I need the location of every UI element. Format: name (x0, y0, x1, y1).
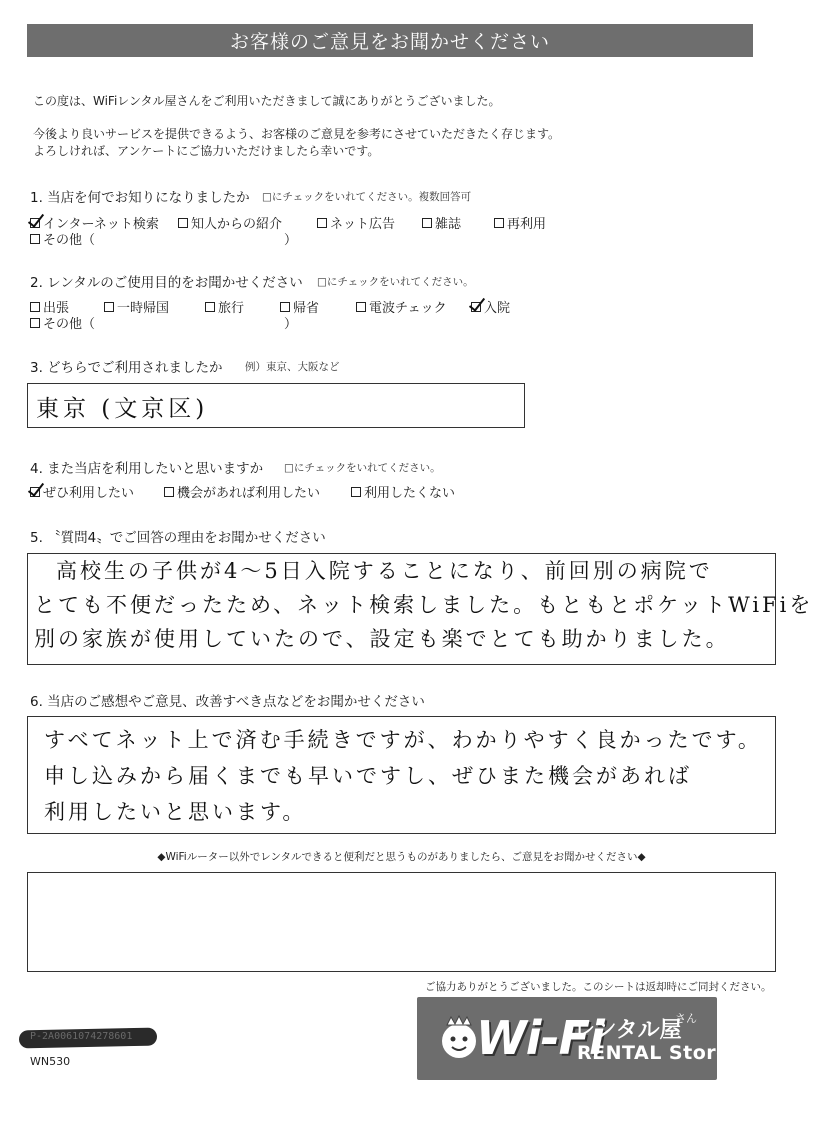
intro-line-1: この度は、WiFiレンタル屋さんをご利用いただきまして誠にありがとうございました。 (33, 94, 501, 108)
q1-title: 1. 当店を何でお知りになりましたか (30, 190, 250, 206)
q2-other-close: ） (284, 317, 298, 332)
q2-option-return-home[interactable] (104, 297, 169, 316)
checkbox-icon[interactable] (104, 302, 114, 312)
option-label: 機会があれば利用したい (177, 486, 321, 501)
q1-option-magazine[interactable] (422, 213, 461, 232)
checkbox-icon[interactable] (164, 487, 174, 497)
q6-answer-line-3: 利用したいと思います。 (44, 800, 307, 824)
q2-hint: □にチェックをいれてください。 (317, 276, 474, 288)
q5-answer-line-1: 高校生の子供が4～5日入院することになり、前回別の病院で (56, 559, 713, 583)
q2-option-travel[interactable] (205, 297, 244, 316)
logo-store-text: RENTAL Store (577, 1042, 730, 1064)
checkbox-icon[interactable] (30, 234, 40, 244)
logo-san-text: さん (675, 1012, 697, 1025)
q1-other-close: ） (284, 233, 298, 248)
option-label: ネット広告 (330, 217, 396, 232)
q5-answer-line-2: とても不便だったため、ネット検索しました。もともとポケットWiFiを (34, 593, 814, 617)
q5-answer-box[interactable] (27, 553, 814, 665)
redacted-serial-text: P-2A0061074278601 (30, 1031, 133, 1042)
option-label: 入院 (484, 301, 511, 316)
option-label: 帰省 (293, 301, 320, 316)
checkbox-icon[interactable] (356, 302, 366, 312)
model-number: WN530 (30, 1055, 71, 1068)
checkbox-checked-icon[interactable] (30, 218, 40, 228)
option-label: その他（ (43, 233, 96, 248)
q1-option-other[interactable] (30, 229, 95, 248)
logo-rental-text: レンタル屋 (573, 1018, 682, 1043)
checkbox-icon[interactable] (351, 487, 361, 497)
option-label: その他（ (43, 317, 96, 332)
checkbox-checked-icon[interactable] (471, 302, 481, 312)
q1-option-referral[interactable] (178, 213, 282, 232)
checkbox-icon[interactable] (205, 302, 215, 312)
checkbox-icon[interactable] (30, 302, 40, 312)
option-label: 旅行 (218, 301, 245, 316)
q5-answer-line-3: 別の家族が使用していたので、設定も楽でとても助かりました。 (34, 627, 730, 651)
logo-wifi-text: Wi-Fi (476, 1011, 604, 1065)
q2-title: 2. レンタルのご使用目的をお聞かせください (30, 275, 303, 291)
option-label: 出張 (43, 301, 70, 316)
q1-option-reuse[interactable] (494, 213, 546, 232)
option-label: 雑誌 (435, 217, 462, 232)
mascot-icon (437, 1015, 481, 1061)
intro-line-3: よろしければ、アンケートにご協力いただけましたら幸いです。 (33, 144, 380, 158)
q3-answer: 東京 (文京区) (36, 396, 209, 422)
form-title-bar (27, 24, 753, 57)
option-label: 知人からの紹介 (191, 217, 283, 232)
q6-answer-line-2: 申し込みから届くまでも早いですし、ぜひまた機会があれば (44, 764, 692, 788)
checkbox-icon[interactable] (317, 218, 327, 228)
q7-title: ◆WiFiルーター以外でレンタルできると便利だと思うものがありましたら、ご意見をお聞かせください◆ (157, 851, 646, 863)
checkbox-icon[interactable] (178, 218, 188, 228)
q4-option-definitely[interactable] (30, 482, 134, 501)
checkbox-icon[interactable] (30, 318, 40, 328)
q4-hint: □にチェックをいれてください。 (284, 462, 441, 474)
q6-answer-line-1: すべてネット上で済む手続きですが、わかりやすく良かったです。 (44, 728, 762, 752)
checkbox-icon[interactable] (280, 302, 290, 312)
option-label: 再利用 (507, 217, 547, 232)
q1-option-net-ad[interactable] (317, 213, 395, 232)
option-label: 電波チェック (369, 301, 447, 316)
q3-answer-box[interactable] (27, 383, 525, 428)
q7-answer-box[interactable] (27, 872, 776, 972)
q3-title: 3. どちらでご利用されましたか (30, 360, 223, 376)
q4-title: 4. また当店を利用したいと思いますか (30, 461, 264, 477)
form-title: お客様のご意見をお聞かせください (229, 31, 550, 53)
q3-hint: 例）東京、大阪など (245, 361, 340, 373)
option-label: ぜひ利用したい (43, 486, 135, 501)
q4-option-if-chance[interactable] (164, 482, 320, 501)
q4-option-no[interactable] (351, 482, 455, 501)
q5-title: 5. 〝質問4〟でご回答の理由をお聞かせください (30, 530, 326, 546)
checkbox-checked-icon[interactable] (30, 487, 40, 497)
checkbox-icon[interactable] (494, 218, 504, 228)
footer-thanks: ご協力ありがとうございました。このシートは返却時にご同封ください。 (425, 981, 772, 993)
q6-title: 6. 当店のご感想やご意見、改善すべき点などをお聞かせください (30, 694, 425, 710)
q2-option-signal-check[interactable] (356, 297, 447, 316)
intro-line-2: 今後より良いサービスを提供できるよう、お客様のご意見を参考にさせていただきたく存じます。 (33, 127, 561, 141)
q2-option-other[interactable] (30, 313, 95, 332)
option-label: 利用したくない (364, 486, 456, 501)
q1-hint: □にチェックをいれてください。複数回答可 (262, 191, 472, 203)
q6-answer-box[interactable] (27, 716, 776, 834)
checkbox-icon[interactable] (422, 218, 432, 228)
q2-option-hospital[interactable] (471, 297, 510, 316)
option-label: インターネット検索 (43, 217, 159, 232)
option-label: 一時帰国 (117, 301, 170, 316)
